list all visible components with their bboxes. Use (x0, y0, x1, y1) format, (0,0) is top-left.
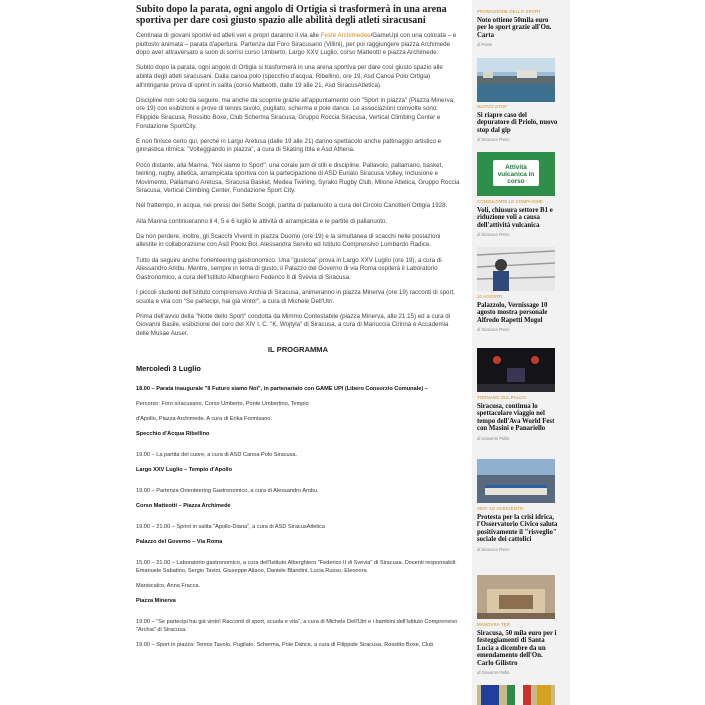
sidebar-news-card[interactable] (477, 506, 559, 552)
program-location: Palazzo del Governo – Via Roma (136, 539, 223, 546)
article-paragraph: Nel frattempo, in acqua, nei pressi dei Sette Scogli, partita di pallanuoto a cura del Circolo Canottieri Ortigia 1928. (136, 202, 448, 210)
card-source: di Giovanni Pollio (477, 435, 510, 441)
article-paragraph (136, 32, 460, 58)
article-paragraph: Discipline non solo da seguire, ma anche da scoprire grazie all'appuntamento con "Sport in piazza" (Piazza Minerva, ore 19) con esibizioni e prove di tennis tavolo, pugilato, scherma e pole dance. Le associazioni coinvolte sono: Filippide Siracusa, Rossitto Boxe, Club Scherma Siracusa, Gruppo Roccia Siracusa, Vertical Climbing Center e Fondazione SportCity. (136, 96, 455, 130)
program-item: Maniscalco, Anna Fracca. (136, 583, 201, 590)
program-location: 18.00 – Parata inaugurale "Il Futuro siamo Noi", in partenariato con GAME UPI (Libero Consorzio Comunale) – (136, 386, 428, 393)
harbor-photo (477, 58, 555, 102)
article-paragraph: Poco distante, alla Marina, "Noi siamo lo Sport": una corale jam di stili e discipline. Pallavolo, pallamano, basket, twirling, rugby, atletica, arrampicata sportiva con la partecipazione di ASD Eurialo Siracusa Volley, Inclusione e Movimento, Pallamano Aretusa, Siracusa Basket, Medea Twirling, Syrako Rugby Club, Milone Atletica, Gruppo Roccia Siracusa, Vertical Climbing Center, Fondazione Sport City. (136, 161, 460, 195)
program-item: Percorso: Foro siracusano, Corso Umberto, Ponte Umbertino, Tempio (136, 401, 309, 408)
card-thumbnail[interactable] (477, 348, 555, 392)
program-location: Largo XXV Luglio – Tempio d'Apollo (136, 467, 233, 474)
article-paragraph: Alla Marina continueranno il 4, 5 e 6 luglio le attività di arrampicata e le partite di pallanuoto. (136, 217, 388, 225)
card-category: 10 AGOSTO (477, 294, 503, 299)
article-paragraph: Da non perdere, inoltre, gli Scacchi Viventi in piazza Duomo (ore 19) e la simultanea di scacchi nelle postazioni allestite in collaborazione con Asd Poolo Boi, Alessandra Servito ed Istituto Comprensivo Lombardo Radice. (136, 232, 441, 249)
card-source: di Giovanni Pollio (477, 670, 510, 676)
program-item: 19.00 – La partita del cuore, a cura di ASD Canoa Polo Siracusa. (136, 452, 298, 459)
paragraph-text: Centinaia di giovani sportivi ed atleti veri e propri daranno il via alle (136, 32, 321, 39)
program-day: Mercoledì 3 Luglio (136, 364, 201, 374)
card-thumbnail[interactable] (477, 685, 555, 705)
program-item: 19.00 – "Se partecipi hai già vinto! Racconti di sport, scuola e vita", a cura di Michele Dell'Utri e i bambini dell'Istituto Comprensivo "Archia" di Siracusa. (136, 619, 458, 634)
sidebar-news (472, 0, 570, 705)
card-category: NUOVO STOP (477, 104, 508, 109)
program-item: 19.00 – 21.00 – Sprint in salita "Apollo-Diana", a cura di ASD SiracusAtletica (136, 524, 325, 531)
card-category: SERI AD AGRIGENTO (477, 506, 524, 511)
church-photo (477, 575, 555, 619)
article-paragraph: E non finisce certo qui, perché in Largo Aretusa (dalle 19 alle 21) danno spettacolo anche pattinaggio artistico e ginnastica ritmica: "Volteggiando in piazza", a cura di Skating Ibla e Asd Athena. (136, 137, 442, 154)
card-thumbnail[interactable] (477, 58, 555, 102)
card-title[interactable]: Palazzolo, Vernissage 10 agosto mostra personale Alfredo Rapetti Mogol (477, 302, 548, 324)
card-title[interactable]: Si riapre caso del depuratore di Priolo, nuovo stop dal gip (477, 112, 558, 134)
article-paragraph: Subito dopo la parata, ogni angolo di Ortigia si trasformerà in una arena sportiva per dare così giusto spazio alle abilità degli atleti siracusani. Dalla canoa polo (specchio d'acqua, Ribellino, ore 19, Asd Canoa Polo Ortigia) all'intrigante prova di sprint in salita (corso Matteotti, dalle 19 alle 21, Asd SiracusAtletica). (136, 64, 443, 89)
flags-photo (477, 685, 555, 705)
program-location: Specchio d'Acqua Ribellino (136, 431, 210, 438)
card-thumbnail[interactable] (477, 575, 555, 619)
program-item: 15.00 – 21.00 – Laboratorio gastronomico, a cura dell'Istituto Alberghiero "Federico II di Svevia" di Siracusa. Docenti responsabili: Emanuele Sabatino, Sergio Tavini, Giuseppe Aliano, Daniele Blandini, Lucia Russo, Eleonora (136, 560, 457, 575)
card-title[interactable]: Siracusa, continua lo spettacolare viaggio nel tempo dell'Ava World Fest con Masini e Panariello (477, 403, 555, 433)
card-title[interactable]: Noto ottiene 50mila euro per lo sport grazie all'On. Carta (477, 17, 552, 39)
artist-photo (477, 247, 555, 291)
card-title[interactable]: Protesta per la crisi idrica, l'Osservatorio Civico saluta positivamente il "risveglio" sociale dei cattolici (477, 514, 558, 544)
program-location: Piazza Minerva (136, 598, 176, 605)
program-list (136, 385, 460, 649)
program-item: 19.00 – Partenza Orienteering Gastronomico, a cura di Alessandro Ambu. (136, 488, 319, 495)
card-thumbnail[interactable] (477, 459, 555, 503)
program-item: 19.00 – Sport in piazza: Tennis Tavolo, Pugilato, Scherma, Pole Dance, a cura di Filippide Siracusa, Rossitto Boxe, Club (136, 642, 434, 649)
program-heading: IL PROGRAMMA (267, 345, 329, 355)
card-category: TORNANO SUL PALCO (477, 395, 526, 400)
sidebar-news-card[interactable] (477, 395, 559, 441)
volcano-alert-badge: Attività vulcanica in corso (493, 160, 539, 186)
protest-photo (477, 459, 555, 503)
program-location: Corso Matteotti – Piazza Archimede (136, 503, 231, 510)
card-category: MANOVRA TER (477, 622, 510, 627)
card-category: CONSULTARE LE COMPAGNIE (477, 199, 543, 204)
article-body (136, 4, 460, 656)
card-source: di Siracusa Press (477, 137, 510, 143)
card-thumbnail[interactable] (477, 247, 555, 291)
card-source: di Siracusa Press (477, 327, 510, 333)
card-title[interactable]: Voli, chiusura settore B1 e riduzione voli a causa dell'attività vulcanica (477, 207, 553, 229)
card-source: di Siracusa Press (477, 232, 510, 238)
program-item: d'Apollo, Piazza Archimede. A cura di Erika Formisano. (136, 416, 273, 423)
card-thumbnail[interactable] (477, 152, 555, 196)
article-paragraph: I piccoli studenti dell'istituto comprensivo Archia di Siracusa, animeranno in piazza Minerva (ore 19) racconti di sport, scuola e vita con "Se partecipi, hai già vinto!", a cura di Michele Dell'Utri. (136, 289, 455, 305)
sidebar-news-card[interactable] (477, 294, 559, 332)
article-title: Subito dopo la parata, ogni angolo di Ortigia si trasformerà in una arena sportiva per dare così giusto spazio alle abilità degli atleti siracusani (136, 4, 447, 26)
card-source: di Paolo (477, 42, 493, 48)
article-paragraph: Tutto da seguire anche l'orienteering gastronomico. Una "gustosa" prova in Largo XXV Luglio (ore 19), a cura di Alessandro Ambu. Mentre, sempre in tema di gusto, il Palazzo del Governo di via Roma ospiterà il Laboratorio Gastronomico, a cura dell'Istituto Alberghiero Federico II di Svevia di Siracusa. (136, 256, 442, 281)
card-title[interactable]: Siracusa, 50 mila euro per i festeggiamenti di Santa Lucia a dicembre da un emendamento dell'On. Carlo Gilistro (477, 630, 557, 667)
paragraph-text: /GameUpi con una colorata – e piuttosto animata – parata d'apertura. Partenza dal Foro Siracusano (Villini), per poi raggiungere piazza Archimede dopo aver attraversato a suon di sorrisi corso Umberto, Largo XXV Luglio, corso Matteotti e piazza Archimede. (136, 32, 457, 57)
sidebar-news-card[interactable] (477, 104, 559, 142)
sidebar-news-card[interactable] (477, 199, 559, 237)
card-category: PROMOZIONE DELLO SPORT (477, 9, 542, 14)
sidebar-news-card[interactable] (477, 9, 559, 47)
card-source: di Siracusa Press (477, 546, 510, 552)
feste-archimedee-link[interactable]: Feste Archimedee (320, 32, 371, 39)
article-paragraph: Prima dell'avvio della "Notte dello Sport" condotta da Mimmo Contestabile (piazza Minerva, alle 21.15) ed a cura di Giovanni Basile, esibizione del coro del XIV I. C. "K. Wojtyla" di Siracusa, a cura di Mariuccia Cirinnà e Accademia delle Musae Auser. (136, 312, 451, 337)
concert-photo (477, 348, 555, 392)
sidebar-news-card[interactable] (477, 622, 559, 675)
